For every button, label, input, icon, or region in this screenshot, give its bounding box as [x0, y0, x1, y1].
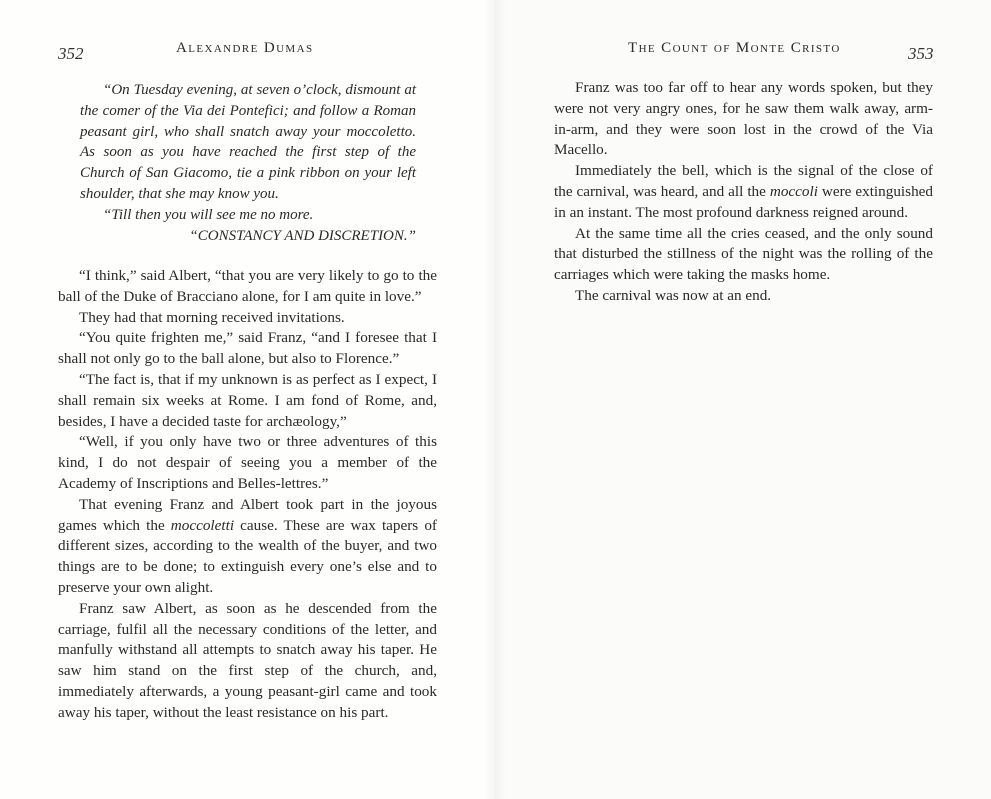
paragraph: Franz was too far off to hear any words spoken, but they were not very angry ones, for he saw them walk away, arm-in-arm, and they were soon lost in the crowd of the Via Macello. [554, 79, 933, 159]
left-page-body [58, 266, 437, 724]
letter-paragraph: “On Tuesday evening, at seven o’clock, dismount at the comer of the Via dei Pontefici; and follow a Roman peasant girl, who shall snatch away your moccoletto. As soon as you have reached the first step of the Church of San Giacomo, tie a pink ribbon on your left shoulder, that she may know you. [80, 82, 416, 202]
letter-block [80, 80, 416, 246]
text-run: Immediately the bell, which is the signal of the close of the carnival, was heard, and all the [554, 162, 933, 200]
page-number-right: 353 [908, 44, 934, 63]
letter-signature: “CONSTANCY AND DISCRETION.” [189, 227, 416, 244]
paragraph: “I think,” said Albert, “that you are very likely to go to the ball of the Duke of Bracciano alone, for I am quite in love.” [58, 267, 437, 305]
text-run: were extinguished in an instant. The most profound darkness reigned around. [554, 182, 933, 221]
paragraph: Franz saw Albert, as soon as he descended from the carriage, fulfil all the necessary conditions of the letter, and manfully withstand all attempts to snatch away his taper. He saw him stand on the first step of the church, and, immediately afterwards, a young peasant-girl came and took away his taper, without the least resistance on his part. [58, 599, 437, 721]
right-page-body [554, 78, 933, 307]
text-run: That evening Franz and Albert took part in the joyous games which the [58, 495, 437, 534]
running-head-author: Alexandre Dumas [176, 40, 314, 56]
page-number-left: 352 [58, 44, 84, 63]
letter-paragraph: “Till then you will see me no more. [103, 206, 314, 223]
paragraph [554, 161, 933, 223]
text-run: cause. These are wax tapers of different sizes, according to the wealth of the buyer, and two things are to be done; to extinguish every one’s else and to preserve your own alight. [58, 516, 437, 596]
right-page [495, 0, 991, 799]
paragraph: The carnival was now at an end. [575, 286, 772, 304]
running-head-title: The Count of Monte Cristo [628, 40, 841, 56]
paragraph: “Well, if you only have two or three adventures of this kind, I do not despair of seeing you a member of the Academy of Inscriptions and Belles-lettres.” [58, 433, 437, 492]
paragraph: “You quite frighten me,” said Franz, “and I foresee that I shall not only go to the ball alone, but also to Florence.” [58, 329, 437, 368]
paragraph [58, 495, 437, 599]
paragraph: They had that morning received invitations. [79, 308, 345, 326]
paragraph: “The fact is, that if my unknown is as perfect as I expect, I shall remain six weeks at Rome. I am fond of Rome, and, besides, I have a decided taste for archæology,” [58, 370, 437, 430]
paragraph: At the same time all the cries ceased, and the only sound that disturbed the stillness of the night was the rolling of the carriages which were taking the masks home. [554, 224, 933, 284]
book-gutter-shadow [484, 0, 506, 799]
italic-term: moccoletti [170, 516, 235, 534]
italic-term: moccoli [769, 182, 818, 200]
left-page [0, 0, 495, 799]
